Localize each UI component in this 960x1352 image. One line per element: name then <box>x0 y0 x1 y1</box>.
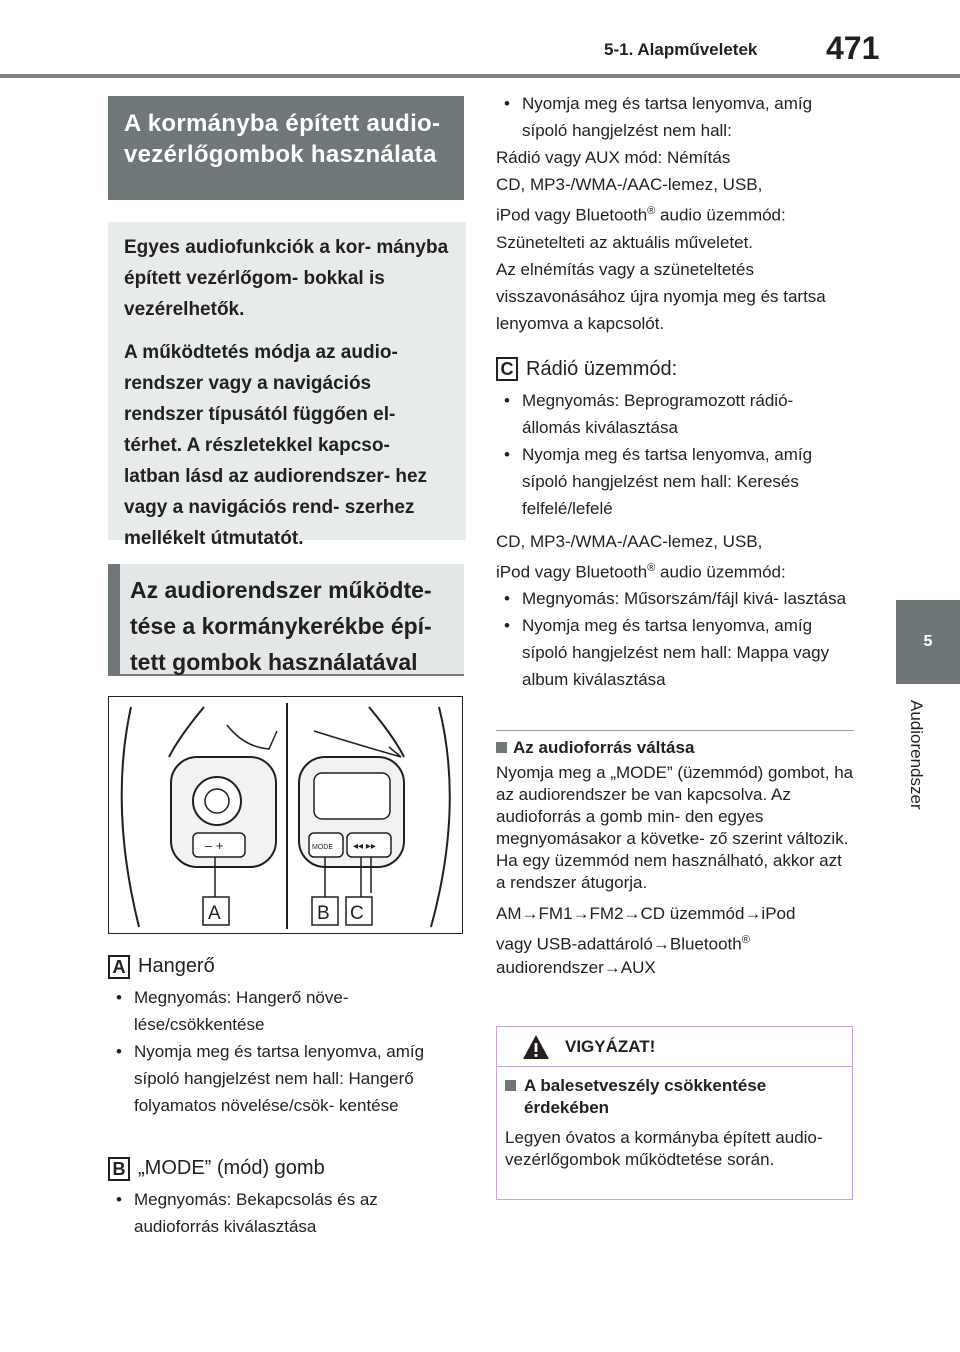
svg-text:– +: – + <box>205 838 224 853</box>
source-sequence-2 <box>496 927 854 958</box>
item-c-bullet-3: • Megnyomás: Műsorszám/fájl kivá- lasztása <box>496 585 854 612</box>
cd-line-2-pre: iPod vagy Bluetooth <box>496 205 648 225</box>
warning-icon <box>521 1033 551 1061</box>
audio-source-section <box>496 736 854 978</box>
reg-mark-3: ® <box>741 934 750 946</box>
source-sequence-2-pre: vagy USB-adattároló→Bluetooth <box>496 934 742 954</box>
reg-mark: ® <box>647 205 656 217</box>
item-a-title: Hangerő <box>138 955 215 977</box>
caution-box <box>496 1026 853 1200</box>
subheading: Az audiorendszer működte- tése a kormánykerékbe épí- tett gombok használatával <box>108 564 464 676</box>
svg-text:◂◂ ▸▸: ◂◂ ▸▸ <box>353 841 376 852</box>
item-c-cd-2-post: audio üzemmód: <box>655 562 786 582</box>
reg-mark-2: ® <box>647 561 656 574</box>
caution-title: VIGYÁZAT! <box>565 1037 656 1056</box>
item-c-bullet-4: • Nyomja meg és tartsa lenyomva, amíg sípoló hangjelzést nem hall: Mappa vagy album kiválasztása <box>496 612 854 693</box>
section-title: 5-1. Alapműveletek <box>604 40 758 59</box>
item-c-letter: C <box>496 357 518 381</box>
pause-line: Szünetelteti az aktuális műveletet. <box>496 232 754 252</box>
caution-square-icon <box>505 1080 516 1091</box>
square-bullet-icon <box>496 742 507 753</box>
b-continued-bullet: • Nyomja meg és tartsa lenyomva, amíg sípoló hangjelzést nem hall: <box>496 90 854 144</box>
caution-header <box>497 1027 852 1067</box>
steering-wheel-illustration <box>109 697 462 933</box>
item-c-cd-1: CD, MP3-/WMA-/AAC-lemez, USB, <box>496 531 763 551</box>
source-sequence-1: AM→FM1→FM2→CD üzemmód→iPod <box>496 904 796 923</box>
intro-paragraph-2: A működtetés módja az audio- rendszer vagy a navigációs rendszer típusától függően el- térhet. A részletekkel kapcso- latban lásd az audiorendszer- hez vagy a navigációs rend- szerhez mellékelt útmutatót. <box>124 342 428 549</box>
item-c-title: Rádió üzemmód: <box>526 357 678 380</box>
mode-button-text: MODE <box>312 844 333 851</box>
cd-line-2 <box>496 198 854 229</box>
source-body: Nyomja meg a „MODE” (üzemmód) gombot, ha az audiorendszer be van kapcsolva. Az audioforrás a gomb min- den egyes megnyomásakor a követke- ző szerint változik. Ha egy üzemmód nem használható, akkor azt a rendszer átugorja. <box>496 763 854 892</box>
item-a-bullet-2: • Nyomja meg és tartsa lenyomva, amíg sípoló hangjelzést nem hall: Hangerő folyamatos növelése/csök- kentése <box>108 1038 464 1119</box>
cd-line-2-post: audio üzemmód: <box>655 205 786 225</box>
page-number: 471 <box>826 30 880 66</box>
item-a-letter: A <box>108 955 130 979</box>
item-c-bullet-1: • Megnyomás: Beprogramozott rádió- állomás kiválasztása <box>496 387 854 441</box>
radio-aux-line: Rádió vagy AUX mód: Némítás <box>496 148 731 167</box>
item-c-cd-2-pre: iPod vagy Bluetooth <box>496 562 648 582</box>
item-b-bullet-1: • Megnyomás: Bekapcsolás és az audioforrás kiválasztása <box>108 1186 464 1240</box>
item-c-cd-2 <box>496 555 854 586</box>
chapter-label: Audiorendszer <box>907 700 926 810</box>
main-heading: A kormányba épített audio-vezérlőgombok használata <box>108 96 464 200</box>
right-column <box>496 90 854 693</box>
item-b-letter: B <box>108 1157 130 1181</box>
caution-subtitle: A balesetveszély csökkentése érdekében <box>524 1076 767 1117</box>
item-b <box>108 1154 464 1240</box>
cd-line-1: CD, MP3-/WMA-/AAC-lemez, USB, <box>496 175 763 194</box>
figure-label-a: A <box>208 903 221 924</box>
item-b-title: „MODE” (mód) gomb <box>138 1157 325 1179</box>
caution-body: Legyen óvatos a kormányba épített audio-vezérlőgombok működtetése során. <box>505 1128 823 1169</box>
source-title: Az audioforrás váltása <box>513 738 695 757</box>
figure-label-b: B <box>317 903 330 924</box>
source-sequence-3: audiorendszer→AUX <box>496 957 656 977</box>
item-a <box>108 952 464 1119</box>
item-a-bullet-1: • Megnyomás: Hangerő növe- lése/csökkentése <box>108 984 464 1038</box>
section-divider <box>496 730 854 731</box>
steering-controls-figure <box>108 696 463 934</box>
undo-text: Az elnémítás vagy a szüneteltetés visszavonásához újra nyomja meg és tartsa lenyomva a kapcsolót. <box>496 259 826 333</box>
figure-label-c: C <box>350 903 364 924</box>
intro-paragraph-1: Egyes audiofunkciók a kor- mányba épített vezérlőgom- bokkal is vezérelhetők. <box>124 237 449 320</box>
chapter-tab: 5 <box>896 600 960 684</box>
item-c-bullet-2: • Nyomja meg és tartsa lenyomva, amíg sípoló hangjelzést nem hall: Keresés felfelé/lefelé <box>496 441 854 522</box>
header-rule <box>0 74 960 78</box>
intro-box <box>108 222 466 549</box>
